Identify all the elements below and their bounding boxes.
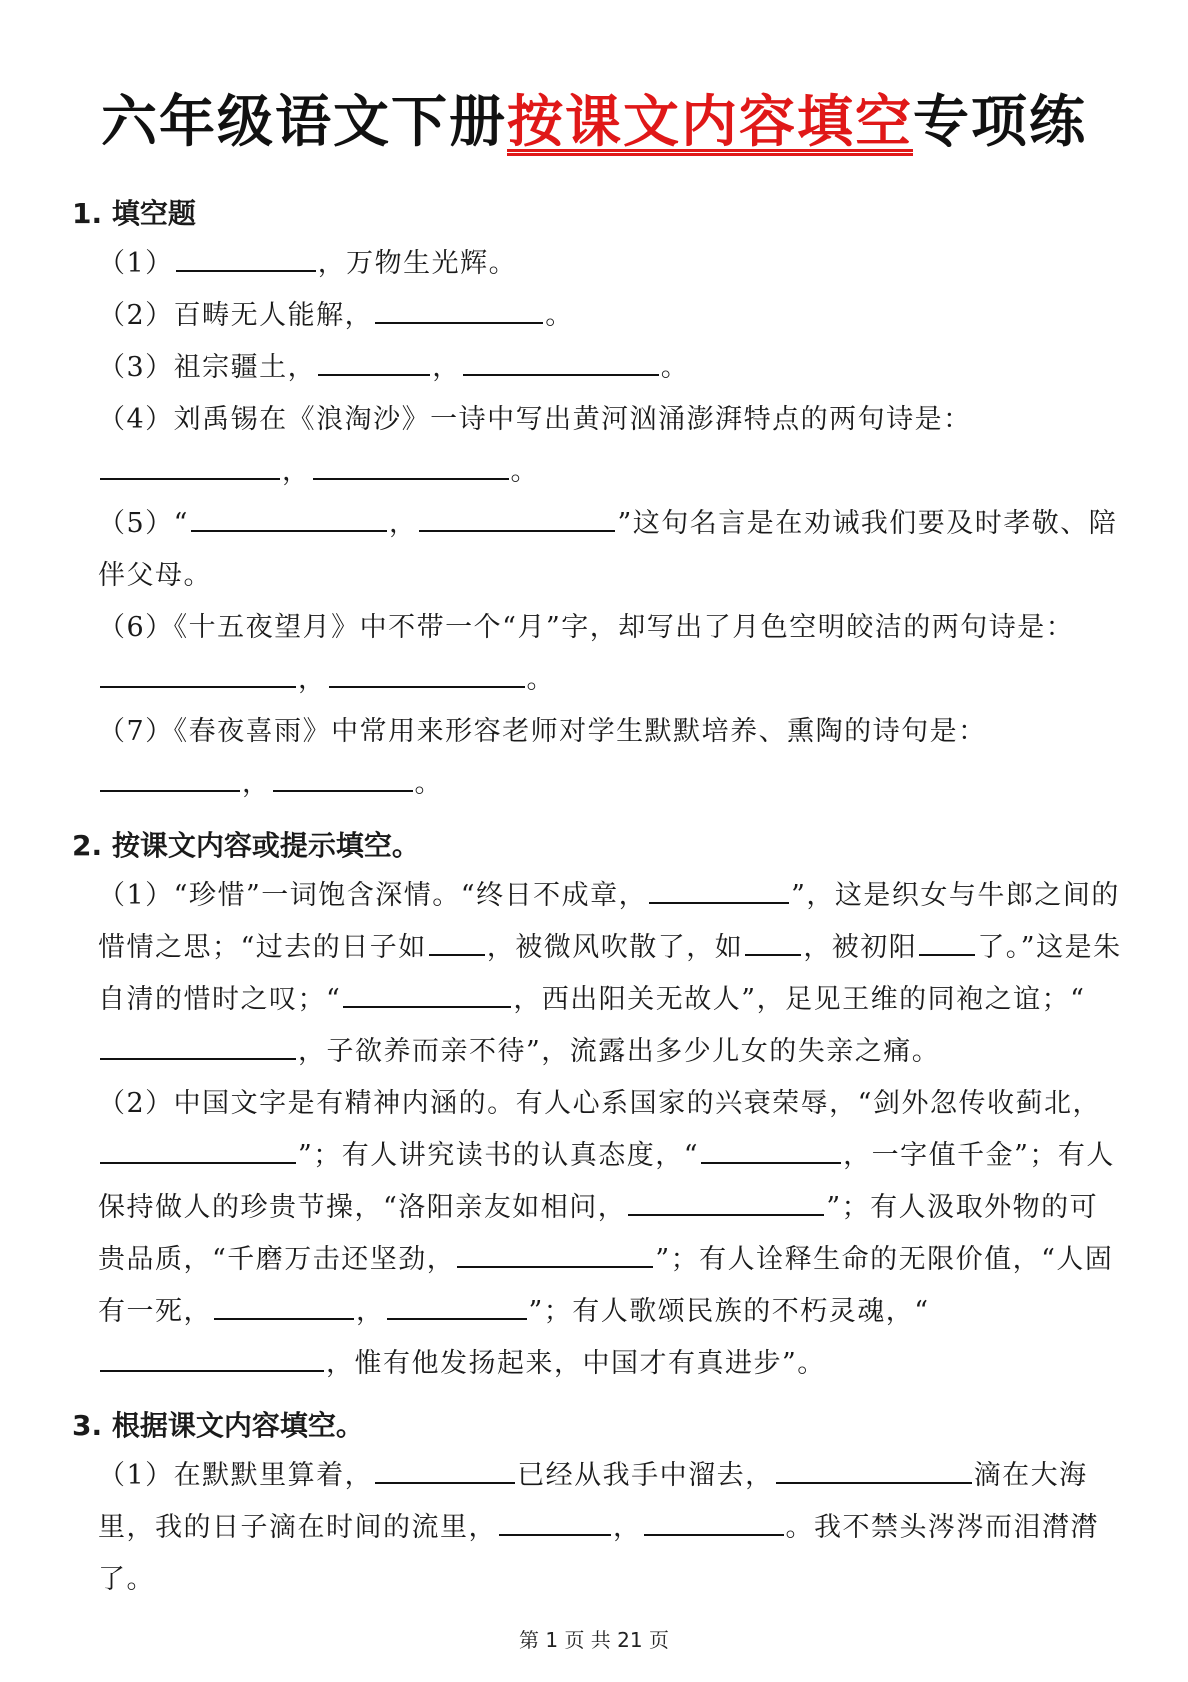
q-text: 。	[545, 300, 574, 331]
q-text: ，被初阳	[803, 932, 918, 963]
blank[interactable]	[644, 1506, 784, 1536]
blank[interactable]	[463, 346, 659, 376]
question-1-1	[98, 238, 1122, 290]
q-text: （4）刘禹锡在《浪淘沙》一诗中写出黄河汹涌澎湃特点的两句诗是：	[98, 404, 972, 435]
q-text: ，万物生光辉。	[317, 248, 518, 279]
q-text: ，惟有他发扬起来，中国才有真进步”。	[326, 1348, 826, 1379]
blank[interactable]	[419, 502, 615, 532]
q-text: 滴在大海里，我的日子滴在时间的流里，	[98, 1460, 1088, 1543]
blank[interactable]	[745, 926, 801, 956]
blank[interactable]	[100, 1030, 296, 1060]
question-1-6	[98, 602, 1122, 706]
blank[interactable]	[100, 658, 296, 688]
q-text: ，西出阳关无故人”，足见王维的同袍之谊；“	[513, 984, 1086, 1015]
blank[interactable]	[776, 1454, 972, 1484]
title-part3: 专项练	[913, 90, 1087, 155]
q-text: （1）“珍惜”一词饱含深情。“终日不成章，	[98, 880, 648, 911]
blank[interactable]	[176, 242, 316, 272]
blank[interactable]	[273, 762, 413, 792]
question-2-1	[98, 870, 1122, 1078]
q-text: （7）《春夜喜雨》中常用来形容老师对学生默默培养、熏陶的诗句是：	[98, 716, 987, 747]
blank[interactable]	[499, 1506, 611, 1536]
blank[interactable]	[919, 926, 975, 956]
blank[interactable]	[701, 1134, 841, 1164]
q-text: ，一字值千金”；有人保持做人的珍贵节操，“洛阳亲友如相问，	[98, 1140, 1115, 1223]
blank[interactable]	[100, 762, 240, 792]
blank[interactable]	[313, 450, 509, 480]
blank[interactable]	[191, 502, 387, 532]
q-text: 已经从我手中溜去，	[517, 1460, 774, 1491]
page-title	[0, 78, 1188, 158]
blank[interactable]	[343, 978, 511, 1008]
question-1-2	[98, 290, 1122, 342]
blank[interactable]	[318, 346, 430, 376]
question-1-3	[98, 342, 1122, 394]
q-text: ，	[242, 768, 271, 799]
section-1-heading: 1. 填空题	[72, 197, 196, 230]
q-text: ，	[613, 1512, 642, 1543]
blank[interactable]	[628, 1186, 824, 1216]
blank[interactable]	[214, 1290, 354, 1320]
q-text: 。	[510, 456, 539, 487]
blank[interactable]	[100, 1134, 296, 1164]
blank[interactable]	[457, 1238, 653, 1268]
blank[interactable]	[100, 450, 280, 480]
blank[interactable]	[387, 1290, 527, 1320]
question-1-7	[98, 706, 1122, 810]
q-text: 。我不禁头涔涔而泪潸潸了。	[98, 1512, 1099, 1595]
question-2-2	[98, 1078, 1122, 1390]
question-3-1	[98, 1450, 1122, 1606]
blank[interactable]	[375, 1454, 515, 1484]
title-part1: 六年级语文下册	[101, 90, 507, 155]
worksheet-content	[72, 178, 1122, 1606]
section-2-heading: 2. 按课文内容或提示填空。	[72, 829, 420, 862]
q-text: （1）	[98, 248, 174, 279]
section-3-heading: 3. 根据课文内容填空。	[72, 1409, 364, 1442]
q-text: （3）祖宗疆土，	[98, 352, 317, 383]
q-text: 。	[526, 664, 555, 695]
blank[interactable]	[329, 658, 525, 688]
q-text: ，被微风吹散了，如	[486, 932, 744, 963]
q-text: ，	[388, 508, 418, 539]
q-text: ”；有人诠释生命的无限价值，“人固有一死，	[98, 1244, 1114, 1327]
blank[interactable]	[429, 926, 485, 956]
q-text: ，子欲养而亲不待”，流露出多少儿女的失亲之痛。	[298, 1036, 941, 1067]
q-text: ，	[432, 352, 461, 383]
blank[interactable]	[375, 294, 543, 324]
q-text: ”；有人歌颂民族的不朽灵魂，“	[528, 1296, 930, 1327]
question-1-4	[98, 394, 1122, 498]
q-text: ”这句名言是在劝诫我们要及时孝敬、陪伴父母。	[98, 508, 1118, 591]
q-text: 。	[660, 352, 690, 383]
title-highlight: 按课文内容填空	[507, 90, 913, 155]
q-text: ，	[298, 664, 327, 695]
q-text: ”，这是织女与牛郎之间的惜情之思；“过去的日子如	[98, 880, 1120, 963]
q-text: ”；有人汲取外物的可贵品质，“千磨万击还坚劲，	[98, 1192, 1099, 1275]
q-text: （1）在默默里算着，	[98, 1460, 374, 1491]
q-text: （2）中国文字是有精神内涵的。有人心系国家的兴衰荣辱，“剑外忽传收蓟北，	[98, 1088, 1101, 1119]
blank[interactable]	[100, 1342, 324, 1372]
q-text: 。	[414, 768, 443, 799]
q-text: （6）《十五夜望月》中不带一个“月”字，却写出了月色空明皎洁的两句诗是：	[98, 612, 1075, 643]
q-text: ”；有人讲究读书的认真态度，“	[298, 1140, 700, 1171]
q-text: ，	[282, 456, 311, 487]
blank[interactable]	[649, 874, 789, 904]
question-1-5	[98, 498, 1122, 602]
q-text: （2）百畴无人能解，	[98, 300, 374, 331]
page-number: 第 1 页 共 21 页	[519, 1628, 669, 1652]
q-text: ，	[356, 1296, 385, 1327]
q-text: 了。”这是朱自清的惜时之叹；“	[98, 932, 1122, 1015]
q-text: （5）“	[98, 508, 189, 539]
